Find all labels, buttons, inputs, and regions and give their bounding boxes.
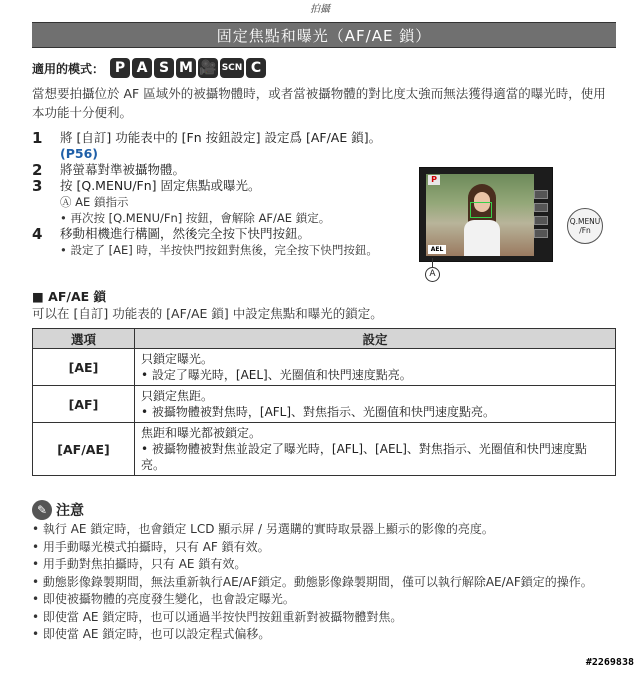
subject-figure bbox=[462, 184, 502, 256]
pencil-icon: ✎ bbox=[32, 500, 52, 520]
option-cell: [AF/AE] bbox=[33, 423, 135, 476]
step-number: 4 bbox=[32, 225, 43, 243]
touch-icon bbox=[534, 216, 548, 225]
option-cell: [AE] bbox=[33, 349, 135, 386]
notes-heading bbox=[32, 500, 84, 520]
mode-c-icon: C bbox=[246, 58, 266, 78]
step-3-note: Ⓐ AE 鎖指示 bbox=[60, 195, 129, 209]
mode-m-icon: M bbox=[176, 58, 196, 78]
step-4-text: 移動相機進行構圖，然後完全按下快門按鈕。 bbox=[60, 226, 311, 241]
step-number: 3 bbox=[32, 177, 43, 195]
touch-icon bbox=[534, 203, 548, 212]
list-item: • 即使當 AE 鎖定時，也可以通過半按快門按鈕重新對被攝物體對焦。 bbox=[32, 609, 403, 624]
notes-title: 注意 bbox=[56, 503, 84, 519]
step-2 bbox=[32, 162, 412, 178]
step-3-text: 按 [Q.MENU/Fn] 固定焦點或曝光。 bbox=[60, 178, 261, 193]
page-title-bar bbox=[32, 22, 616, 48]
intro-paragraph: 當想要拍攝位於 AF 區域外的被攝物體時，或者當被攝物體的對比度太強而無法獲得適當的曝光時，使用本功能十分便利。 bbox=[32, 86, 606, 120]
touch-icon bbox=[534, 190, 548, 199]
list-item: • 即使被攝物體的亮度發生變化，也會設定曝光。 bbox=[32, 592, 295, 606]
afae-description: 可以在 [自訂] 功能表的 [AF/AE 鎖] 中設定焦點和曝光的鎖定。 bbox=[32, 306, 383, 321]
qmenu-fn-button-icon: Q.MENU /Fn bbox=[567, 208, 603, 244]
settings-table bbox=[32, 328, 616, 476]
list-item: • 執行 AE 鎖定時，也會鎖定 LCD 顯示屏 / 另選購的實時取景器上顯示的影像的亮度。 bbox=[32, 522, 494, 536]
afae-heading: ■ AF/AE 鎖 bbox=[32, 289, 107, 304]
step-number: 2 bbox=[32, 161, 43, 179]
list-item: • 用手動曝光模式拍攝時，只有 AF 鎖有效。 bbox=[32, 539, 270, 554]
table-row bbox=[33, 423, 616, 476]
side-icons bbox=[534, 190, 548, 238]
mode-s-icon: S bbox=[154, 58, 174, 78]
option-cell: [AF] bbox=[33, 386, 135, 423]
watermark-id: #2269838 bbox=[585, 657, 634, 668]
ael-indicator-icon: AEL bbox=[428, 245, 446, 254]
column-header-setting: 設定 bbox=[135, 329, 616, 349]
modes-label: 適用的模式： bbox=[32, 61, 105, 76]
setting-cell: 只鎖定焦距。 • 被攝物體被對焦時，[AFL]、對焦指示、光圈值和快門速度點亮。 bbox=[135, 386, 616, 423]
page-title: 固定焦點和曝光（AF/AE 鎖） bbox=[216, 26, 432, 45]
touch-icon bbox=[534, 229, 548, 238]
step-4-note: • 設定了 [AE] 時，半按快門按鈕對焦後，完全按下快門按鈕。 bbox=[60, 243, 378, 257]
mode-indicator-icon: P bbox=[428, 175, 440, 185]
column-header-option: 選項 bbox=[33, 329, 135, 349]
list-item: • 用手動對焦拍攝時，只有 AE 鎖有效。 bbox=[32, 557, 247, 571]
focus-frame-icon bbox=[470, 202, 492, 218]
list-item: • 即使當 AE 鎖定時，也可以設定程式偏移。 bbox=[32, 627, 271, 641]
page-reference-link[interactable]: (P56) bbox=[60, 146, 98, 161]
mode-p-icon: P bbox=[110, 58, 130, 78]
callout-line bbox=[432, 258, 433, 267]
table-row bbox=[33, 386, 616, 423]
list-item: • 動態影像錄製期間，無法重新執行AE/AF鎖定。動態影像錄製期間，僅可以執行解除AE/AF鎖定的操作。 bbox=[32, 574, 593, 589]
setting-cell: 只鎖定曝光。 • 設定了曝光時，[AEL]、光圈值和快門速度點亮。 bbox=[135, 349, 616, 386]
table-row bbox=[33, 349, 616, 386]
step-number: 1 bbox=[32, 129, 43, 147]
camera-lcd-illustration bbox=[419, 167, 553, 262]
step-3-note: • 再次按 [Q.MENU/Fn] 按鈕，會解除 AF/AE 鎖定。 bbox=[60, 211, 331, 225]
mode-movie-icon: 🎥 bbox=[199, 60, 217, 76]
step-1-text: 將 [自訂] 功能表中的 [Fn 按鈕設定] 設定爲 [AF/AE 鎖]。 bbox=[60, 130, 382, 145]
steps-list bbox=[32, 130, 412, 258]
mode-a-icon: A bbox=[132, 58, 152, 78]
callout-a: A bbox=[425, 267, 440, 282]
mode-scn-icon: SCN bbox=[220, 58, 244, 78]
section-label: 拍攝 bbox=[310, 4, 330, 15]
setting-cell: 焦距和曝光都被鎖定。 • 被攝物體被對焦並設定了曝光時，[AFL]、[AEL]、對焦指示、光圈值和快門速度點亮。 bbox=[135, 423, 616, 476]
applicable-modes bbox=[32, 57, 268, 79]
step-2-text: 將螢幕對準被攝物體。 bbox=[60, 162, 186, 177]
notes-list bbox=[32, 521, 622, 644]
table-header-row bbox=[33, 329, 616, 349]
step-1 bbox=[32, 130, 412, 162]
preview-photo bbox=[426, 174, 534, 256]
step-4 bbox=[32, 226, 412, 242]
step-3 bbox=[32, 178, 412, 194]
